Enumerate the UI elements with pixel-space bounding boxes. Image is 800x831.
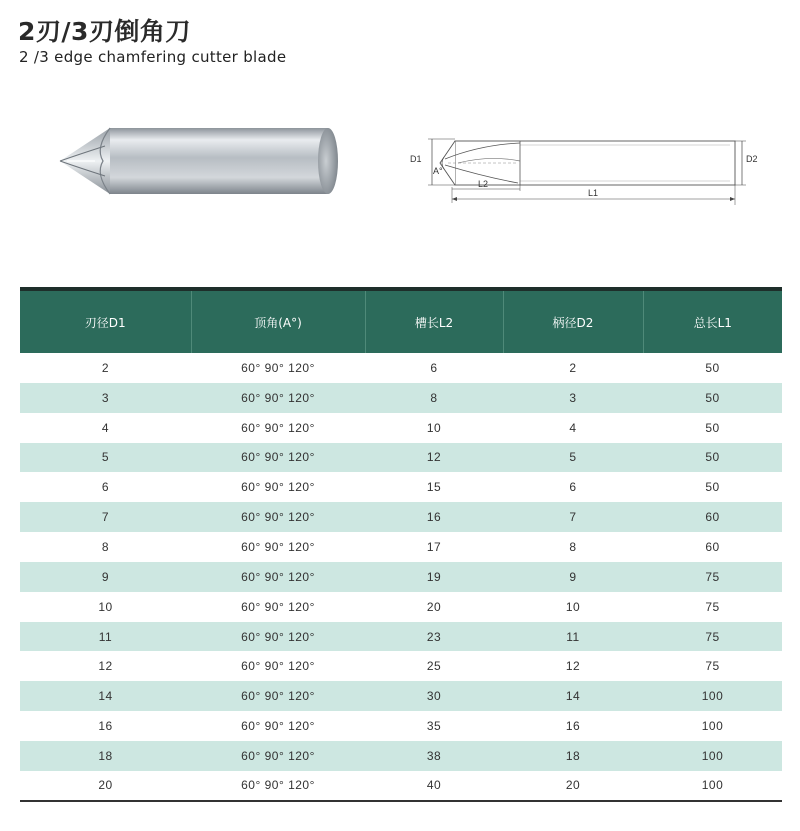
- cell-l2: 30: [365, 681, 503, 711]
- column-header-l2: 槽长L2: [365, 289, 503, 353]
- cell-l1: 100: [643, 741, 782, 771]
- cell-l2: 15: [365, 472, 503, 502]
- cell-angle: 60° 90° 120°: [191, 711, 365, 741]
- page-title-en: 2 /3 edge chamfering cutter blade: [19, 48, 287, 66]
- cell-angle: 60° 90° 120°: [191, 443, 365, 473]
- cell-l1: 100: [643, 771, 782, 801]
- table-row: [20, 651, 782, 681]
- table-row: [20, 711, 782, 741]
- page-title-cn: 2刃/3刃倒角刀: [18, 17, 191, 46]
- spec-table-container: [20, 287, 782, 802]
- cell-d2: 18: [503, 741, 643, 771]
- cell-d1: 4: [20, 413, 191, 443]
- cell-d1: 16: [20, 711, 191, 741]
- label-angle: A°: [433, 166, 443, 176]
- cell-d2: 2: [503, 353, 643, 383]
- cell-angle: 60° 90° 120°: [191, 741, 365, 771]
- cutter-photo: [55, 118, 345, 204]
- cell-d1: 12: [20, 651, 191, 681]
- cell-d1: 9: [20, 562, 191, 592]
- cell-angle: 60° 90° 120°: [191, 472, 365, 502]
- table-row: [20, 353, 782, 383]
- label-l2: L2: [478, 179, 489, 189]
- cell-l1: 60: [643, 502, 782, 532]
- spec-table: [20, 287, 782, 802]
- cell-d2: 7: [503, 502, 643, 532]
- cell-l2: 38: [365, 741, 503, 771]
- cell-l2: 6: [365, 353, 503, 383]
- cell-l1: 50: [643, 472, 782, 502]
- cell-l1: 100: [643, 681, 782, 711]
- cell-l2: 23: [365, 622, 503, 652]
- cell-angle: 60° 90° 120°: [191, 413, 365, 443]
- cell-l2: 40: [365, 771, 503, 801]
- label-d2: D2: [746, 154, 758, 164]
- cell-l2: 10: [365, 413, 503, 443]
- cell-d1: 11: [20, 622, 191, 652]
- cell-l1: 50: [643, 353, 782, 383]
- cell-d1: 14: [20, 681, 191, 711]
- cell-angle: 60° 90° 120°: [191, 383, 365, 413]
- cell-l2: 35: [365, 711, 503, 741]
- cell-d2: 5: [503, 443, 643, 473]
- cell-d2: 6: [503, 472, 643, 502]
- column-header-angle: 顶角(A°): [191, 289, 365, 353]
- table-row: [20, 681, 782, 711]
- cell-d1: 7: [20, 502, 191, 532]
- cell-l1: 75: [643, 592, 782, 622]
- cell-l1: 75: [643, 562, 782, 592]
- cell-l2: 12: [365, 443, 503, 473]
- cell-l2: 19: [365, 562, 503, 592]
- table-row: [20, 622, 782, 652]
- cell-d2: 16: [503, 711, 643, 741]
- column-header-l1: 总长L1: [643, 289, 782, 353]
- table-row: [20, 592, 782, 622]
- cell-angle: 60° 90° 120°: [191, 651, 365, 681]
- cell-l1: 75: [643, 622, 782, 652]
- cell-angle: 60° 90° 120°: [191, 681, 365, 711]
- cell-angle: 60° 90° 120°: [191, 771, 365, 801]
- cell-l1: 100: [643, 711, 782, 741]
- cell-l2: 20: [365, 592, 503, 622]
- cell-d2: 20: [503, 771, 643, 801]
- cell-l1: 50: [643, 443, 782, 473]
- table-header-row: [20, 289, 782, 353]
- cell-d2: 8: [503, 532, 643, 562]
- cell-d1: 18: [20, 741, 191, 771]
- column-header-d1: 刃径D1: [20, 289, 191, 353]
- cell-d1: 2: [20, 353, 191, 383]
- label-d1: D1: [410, 154, 422, 164]
- table-row: [20, 771, 782, 801]
- cell-d2: 4: [503, 413, 643, 443]
- table-row: [20, 502, 782, 532]
- cell-l1: 50: [643, 413, 782, 443]
- cell-d2: 14: [503, 681, 643, 711]
- column-header-d2: 柄径D2: [503, 289, 643, 353]
- cell-angle: 60° 90° 120°: [191, 622, 365, 652]
- table-row: [20, 741, 782, 771]
- table-row: [20, 383, 782, 413]
- table-row: [20, 472, 782, 502]
- table-body: [20, 353, 782, 801]
- cell-l1: 60: [643, 532, 782, 562]
- cell-l1: 50: [643, 383, 782, 413]
- cell-l2: 8: [365, 383, 503, 413]
- label-l1: L1: [588, 188, 599, 198]
- cell-d2: 10: [503, 592, 643, 622]
- cell-d2: 3: [503, 383, 643, 413]
- cell-d1: 6: [20, 472, 191, 502]
- cell-l2: 17: [365, 532, 503, 562]
- cell-l2: 16: [365, 502, 503, 532]
- cell-angle: 60° 90° 120°: [191, 562, 365, 592]
- cell-d1: 8: [20, 532, 191, 562]
- dimension-drawing: [400, 125, 780, 215]
- cell-d2: 12: [503, 651, 643, 681]
- cell-angle: 60° 90° 120°: [191, 353, 365, 383]
- cell-d2: 11: [503, 622, 643, 652]
- table-row: [20, 413, 782, 443]
- cell-angle: 60° 90° 120°: [191, 592, 365, 622]
- cell-angle: 60° 90° 120°: [191, 532, 365, 562]
- table-row: [20, 443, 782, 473]
- cell-l1: 75: [643, 651, 782, 681]
- cell-d1: 10: [20, 592, 191, 622]
- cell-d1: 3: [20, 383, 191, 413]
- table-row: [20, 532, 782, 562]
- cell-d2: 9: [503, 562, 643, 592]
- cell-angle: 60° 90° 120°: [191, 502, 365, 532]
- table-row: [20, 562, 782, 592]
- cell-l2: 25: [365, 651, 503, 681]
- cell-d1: 5: [20, 443, 191, 473]
- cell-d1: 20: [20, 771, 191, 801]
